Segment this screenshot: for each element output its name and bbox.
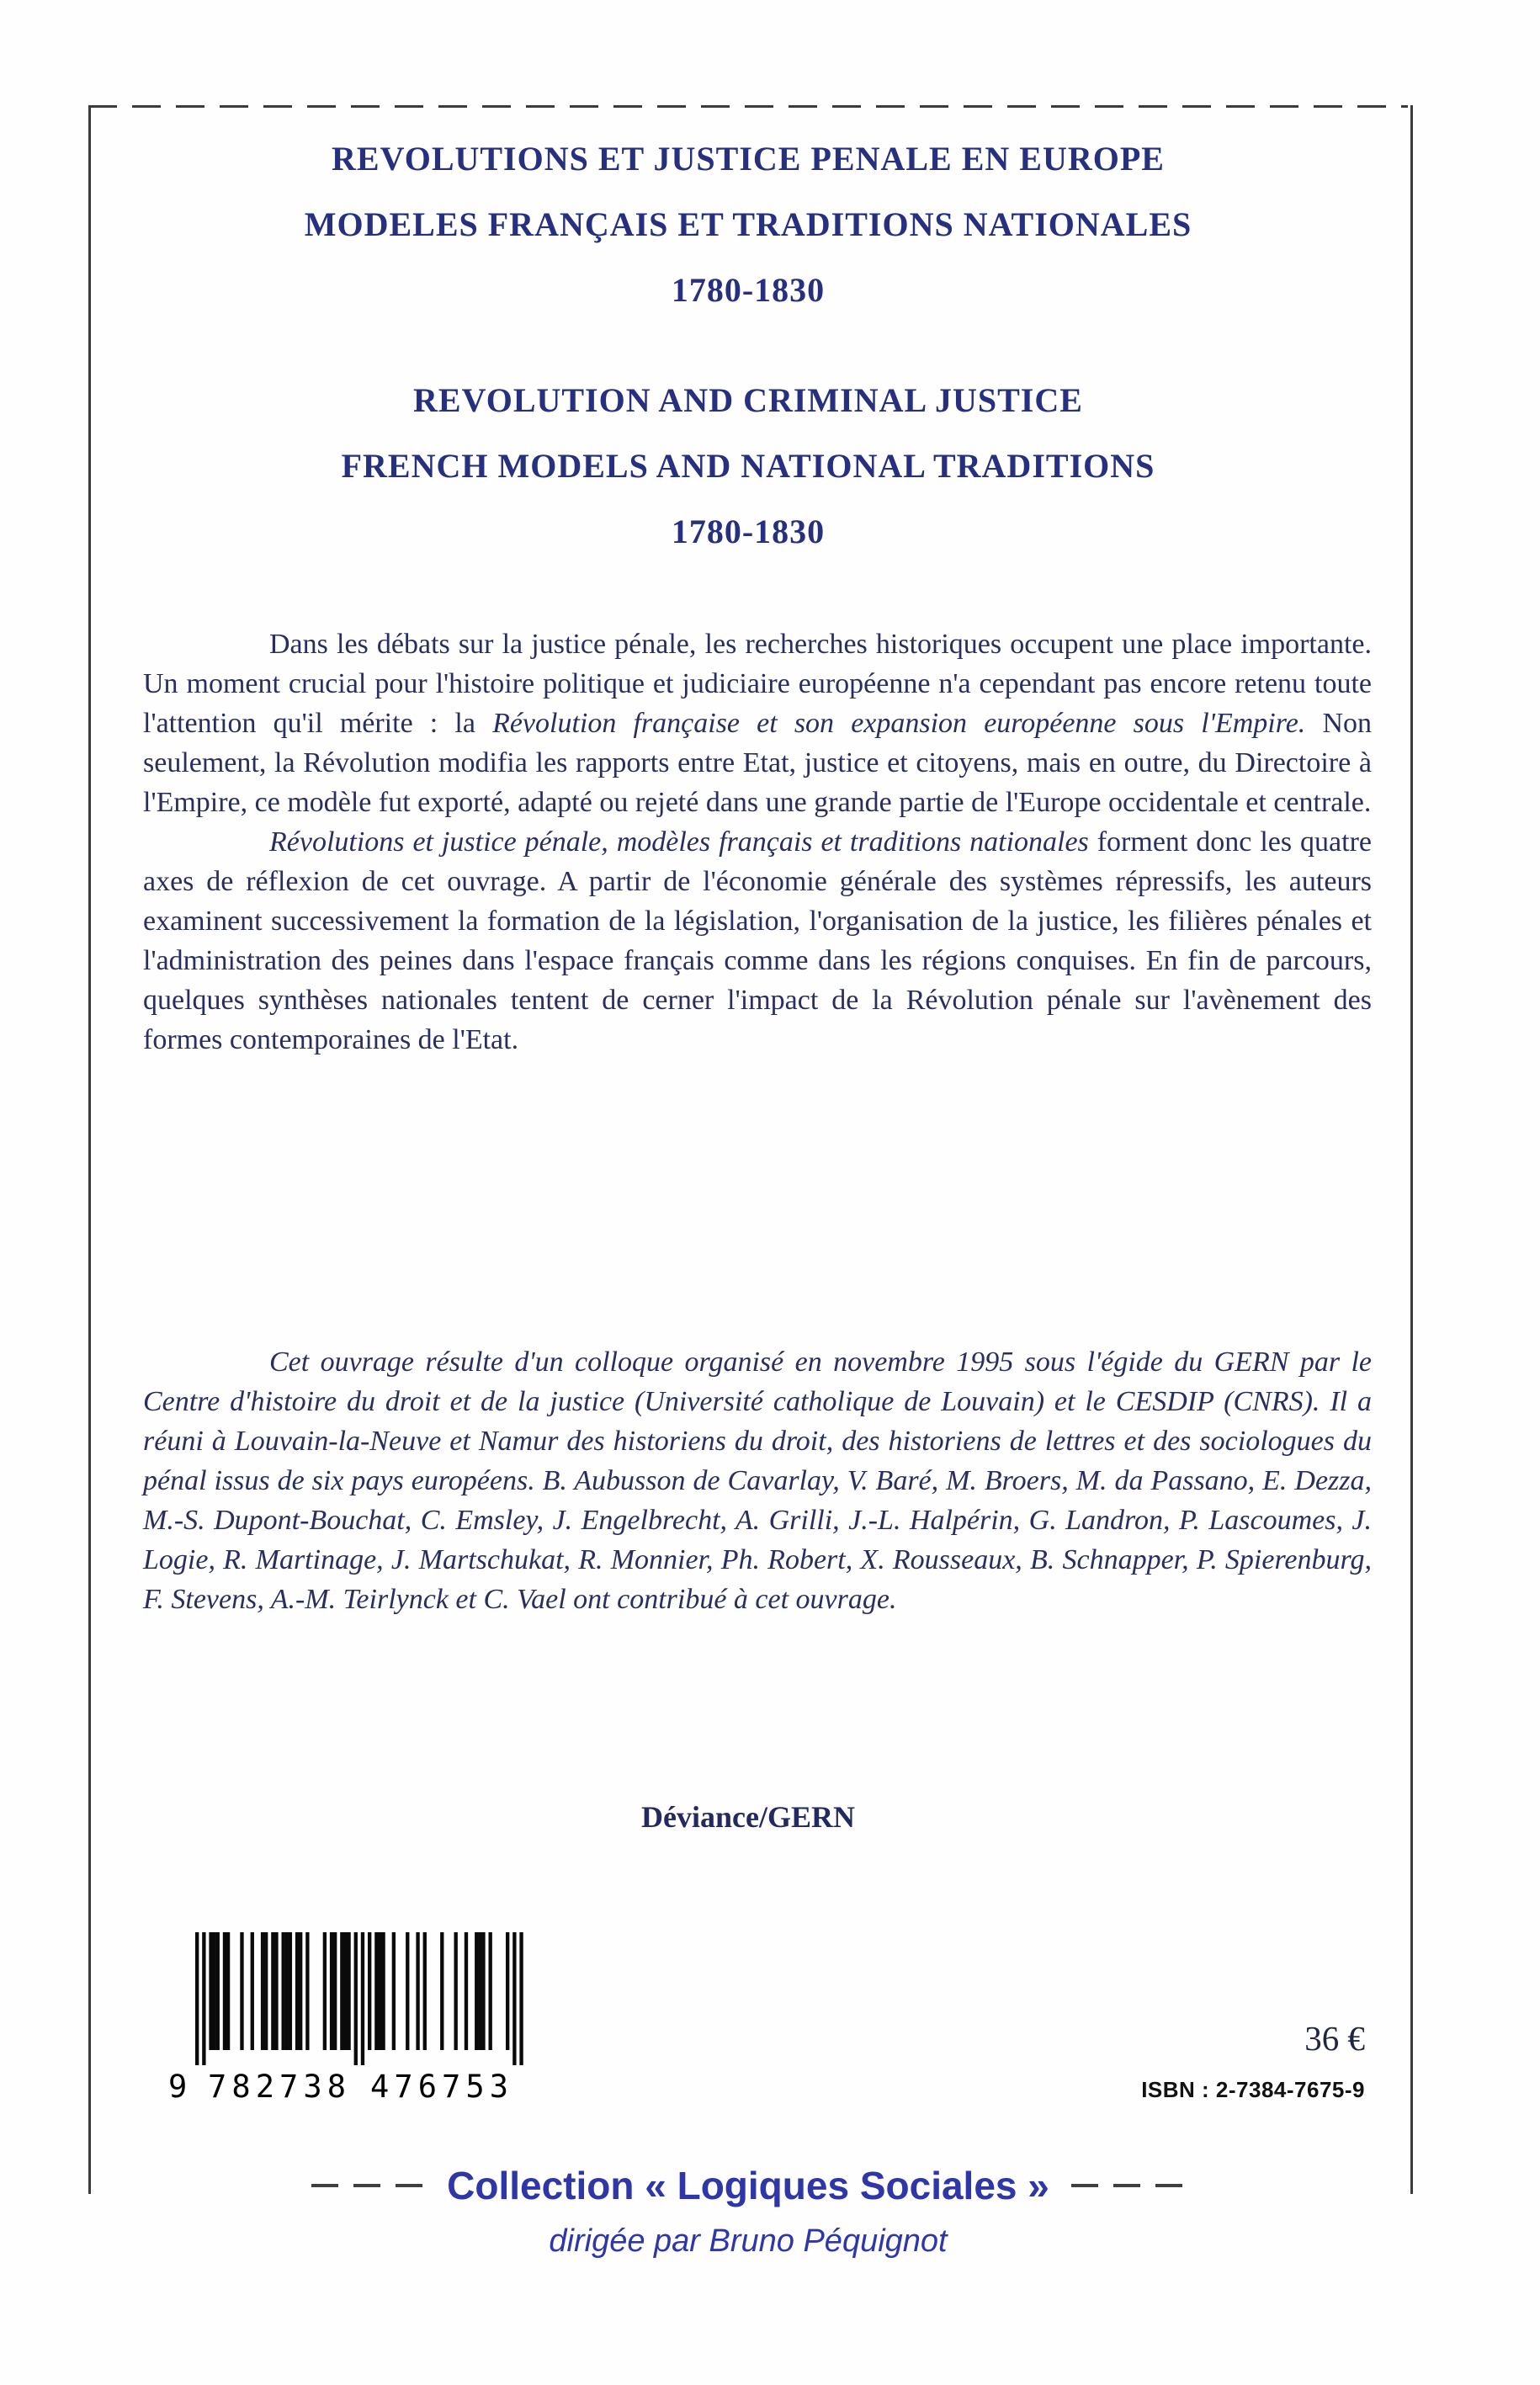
barcode-bars — [165, 1932, 528, 2102]
price-label: 36 € — [1304, 2019, 1365, 2058]
collection-subtitle: dirigée par Bruno Péquignot — [549, 2223, 948, 2259]
english-title-years: 1780-1830 — [671, 513, 826, 550]
collection-dash-left — [311, 2184, 425, 2187]
french-title-line-1: REVOLUTIONS ET JUSTICE PENALE EN EUROPE — [332, 140, 1165, 178]
collection-banner — [88, 2163, 1408, 2208]
imprint-label: Déviance/GERN — [641, 1800, 855, 1834]
french-title-years: 1780-1830 — [671, 271, 826, 309]
frame-top-dashed-line — [88, 105, 1408, 108]
colloquium-note: Cet ouvrage résulte d'un colloque organisé en novembre 1995 sous l'égide du GERN par le Centre d'histoire du droit et de la justice (Université catholique de Louvain) et le CESDIP (CNRS). Il a réuni à Louvain-la-Neuve et Namur des historiens du droit, des historiens de lettres et des sociologues du pénal issus de six pays européens. B. Aubusson de Cavarlay, V. Baré, M. Broers, M. da Passano, E. Dezza, M.-S. Dupont-Bouchat, C. Emsley, J. Engelbrecht, A. Grilli, J.-L. Halpérin, G. Landron, P. Lascoumes, J. Logie, R. Martinage, J. Martschukat, R. Monnier, Ph. Robert, X. Rousseaux, B. Schnapper, P. Spierenburg, F. Stevens, A.-M. Teirlynck et C. Vael ont contribué à cet ouvrage. — [143, 1347, 1372, 1615]
synopsis-paragraph-2: Révolutions et justice pénale, modèles français et traditions nationales forment donc les quatre axes de réflexion de cet ouvrage. A partir de l'économie générale des systèmes répressifs, les auteurs examinent successivement la formation de la législation, l'organisation de la justice, les filières pénales et l'administration des peines dans l'espace français comme dans les régions conquises. En fin de parcours, quelques synthèses nationales tentent de cerner l'impact de la Révolution pénale sur l'avènement des formes contemporaines de l'Etat. — [143, 826, 1373, 1055]
price-isbn-block — [1141, 2018, 1365, 2103]
french-title-line-2: MODELES FRANÇAIS ET TRADITIONS NATIONALES — [304, 205, 1192, 243]
french-title-block — [88, 126, 1408, 323]
english-title-line-1: REVOLUTION AND CRIMINAL JUSTICE — [413, 381, 1083, 419]
barcode-digits-left: 782738 — [208, 2069, 346, 2102]
english-title-block — [88, 368, 1408, 565]
synopsis — [143, 624, 1372, 1060]
barcode-digits-right: 476753 — [370, 2069, 508, 2102]
colloquium-note-block — [143, 1342, 1372, 1619]
collection-title: Collection « Logiques Sociales » — [447, 2164, 1049, 2207]
synopsis-paragraph-1: Dans les débats sur la justice pénale, les recherches historiques occupent une place importante. Un moment crucial pour l'histoire politique et judiciaire européenne n'a cependant pas encore retenu toute l'attention qu'il mérite : la Révolution française et son expansion européenne sous l'Empire. Non seulement, la Révolution modifia les rapports entre Etat, justice et citoyens, mais en outre, du Directoire à l'Empire, ce modèle fut exporté, adapté ou rejeté dans une grande partie de l'Europe occidentale et centrale. — [143, 629, 1373, 818]
english-title-line-2: FRENCH MODELS AND NATIONAL TRADITIONS — [341, 447, 1155, 485]
collection-dash-right — [1071, 2184, 1185, 2187]
isbn-label: ISBN : 2-7384-7675-9 — [1141, 2077, 1365, 2102]
ean13-barcode — [165, 1932, 528, 2106]
barcode-digit-first: 9 — [168, 2069, 188, 2102]
